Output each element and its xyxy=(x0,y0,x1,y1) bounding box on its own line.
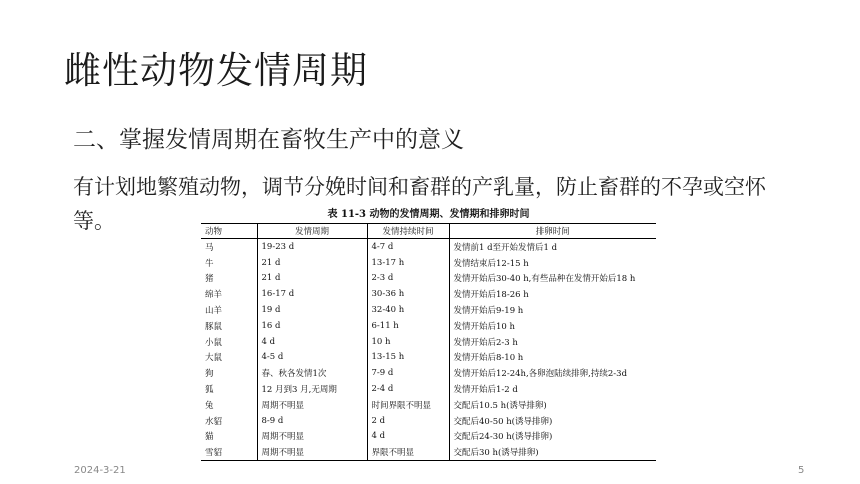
cell-cycle: 16 d xyxy=(257,318,367,334)
estrous-cycle-table xyxy=(201,223,656,461)
table-row xyxy=(201,381,656,397)
header-ovulation: 排卵时间 xyxy=(449,224,656,239)
cell-cycle: 19-23 d xyxy=(257,239,367,255)
cell-cycle: 19 d xyxy=(257,302,367,318)
table-row xyxy=(201,302,656,318)
cell-animal: 狐 xyxy=(205,385,214,396)
estrous-cycle-table-image xyxy=(201,207,656,469)
cell-duration: 6-11 h xyxy=(367,318,449,334)
cell-ovulation: 发情结束后12-15 h xyxy=(449,255,656,271)
cell-ovulation: 交配后24-30 h(诱导排卵) xyxy=(449,429,656,445)
table-row xyxy=(201,350,656,366)
cell-duration: 4-7 d xyxy=(367,239,449,255)
cell-duration: 2-3 d xyxy=(367,271,449,287)
cell-cycle: 春、秋各发情1次 xyxy=(257,365,367,381)
cell-duration: 32-40 h xyxy=(367,302,449,318)
cell-cycle: 8-9 d xyxy=(257,413,367,429)
cell-ovulation: 发情开始后10 h xyxy=(449,318,656,334)
cell-animal: 大鼠 xyxy=(205,353,223,364)
cell-duration: 13-17 h xyxy=(367,255,449,271)
cell-cycle: 周期不明显 xyxy=(257,397,367,413)
cell-duration: 界限不明显 xyxy=(367,444,449,460)
cell-ovulation: 发情开始后18-26 h xyxy=(449,286,656,302)
cell-animal: 绵羊 xyxy=(205,290,223,301)
page-number: 5 xyxy=(798,465,805,476)
header-duration: 发情持续时间 xyxy=(367,224,449,239)
table-row xyxy=(201,413,656,429)
table-caption: 表 11-3 动物的发情周期、发情期和排卵时间 xyxy=(327,209,530,220)
cell-cycle: 21 d xyxy=(257,271,367,287)
table-row xyxy=(201,365,656,381)
cell-animal: 水貂 xyxy=(205,416,223,427)
table-row xyxy=(201,429,656,445)
table-row xyxy=(201,397,656,413)
table-row xyxy=(201,255,656,271)
cell-cycle: 21 d xyxy=(257,255,367,271)
cell-duration: 4 d xyxy=(367,429,449,445)
cell-ovulation: 发情开始后1-2 d xyxy=(449,381,656,397)
cell-animal: 小鼠 xyxy=(205,337,223,348)
table-header-row xyxy=(201,224,656,239)
cell-animal: 猫 xyxy=(205,432,214,443)
cell-cycle: 周期不明显 xyxy=(257,444,367,460)
table-row xyxy=(201,444,656,460)
cell-ovulation: 交配后30 h(诱导排卵) xyxy=(449,444,656,460)
header-animal: 动物 xyxy=(205,227,223,237)
cell-duration: 10 h xyxy=(367,334,449,350)
cell-animal: 牛 xyxy=(205,258,214,269)
cell-cycle: 12 月到3 月,无周期 xyxy=(257,381,367,397)
cell-animal: 狗 xyxy=(205,369,214,380)
cell-cycle: 4-5 d xyxy=(257,350,367,366)
table-row xyxy=(201,318,656,334)
cell-animal: 猪 xyxy=(205,274,214,285)
cell-cycle: 4 d xyxy=(257,334,367,350)
header-cycle: 发情周期 xyxy=(257,224,367,239)
cell-cycle: 周期不明显 xyxy=(257,429,367,445)
cell-animal: 豚鼠 xyxy=(205,321,223,332)
footer-date: 2024-3-21 xyxy=(74,465,126,476)
cell-duration: 2 d xyxy=(367,413,449,429)
table-row xyxy=(201,271,656,287)
slide-title: 雌性动物发情周期 xyxy=(64,49,368,92)
cell-cycle: 16-17 d xyxy=(257,286,367,302)
table-row xyxy=(201,334,656,350)
slide-body-text: 有计划地繁殖动物，调节分娩时间和畜群的产乳量，防止畜群的不孕或空怀等。 xyxy=(73,175,766,233)
cell-ovulation: 发情开始后2-3 h xyxy=(449,334,656,350)
cell-ovulation: 发情开始后12-24h,各卵泡陆续排卵,持续2-3d xyxy=(449,365,656,381)
table-row xyxy=(201,286,656,302)
cell-ovulation: 交配后40-50 h(诱导排卵) xyxy=(449,413,656,429)
cell-duration: 2-4 d xyxy=(367,381,449,397)
cell-duration: 13-15 h xyxy=(367,350,449,366)
cell-ovulation: 发情开始后8-10 h xyxy=(449,350,656,366)
slide-subtitle: 二、掌握发情周期在畜牧生产中的意义 xyxy=(73,127,464,153)
table-body xyxy=(201,239,656,461)
cell-animal: 马 xyxy=(205,242,214,253)
cell-animal: 雪貂 xyxy=(205,448,223,459)
cell-duration: 30-36 h xyxy=(367,286,449,302)
cell-duration: 7-9 d xyxy=(367,365,449,381)
cell-duration: 时间界限不明显 xyxy=(367,397,449,413)
cell-animal: 山羊 xyxy=(205,306,223,317)
cell-ovulation: 发情开始后9-19 h xyxy=(449,302,656,318)
cell-ovulation: 交配后10.5 h(诱导排卵) xyxy=(449,397,656,413)
cell-ovulation: 发情前1 d至开始发情后1 d xyxy=(449,239,656,255)
cell-animal: 兔 xyxy=(205,400,214,411)
cell-ovulation: 发情开始后30-40 h,有些品种在发情开始后18 h xyxy=(449,271,656,287)
table-row xyxy=(201,239,656,255)
